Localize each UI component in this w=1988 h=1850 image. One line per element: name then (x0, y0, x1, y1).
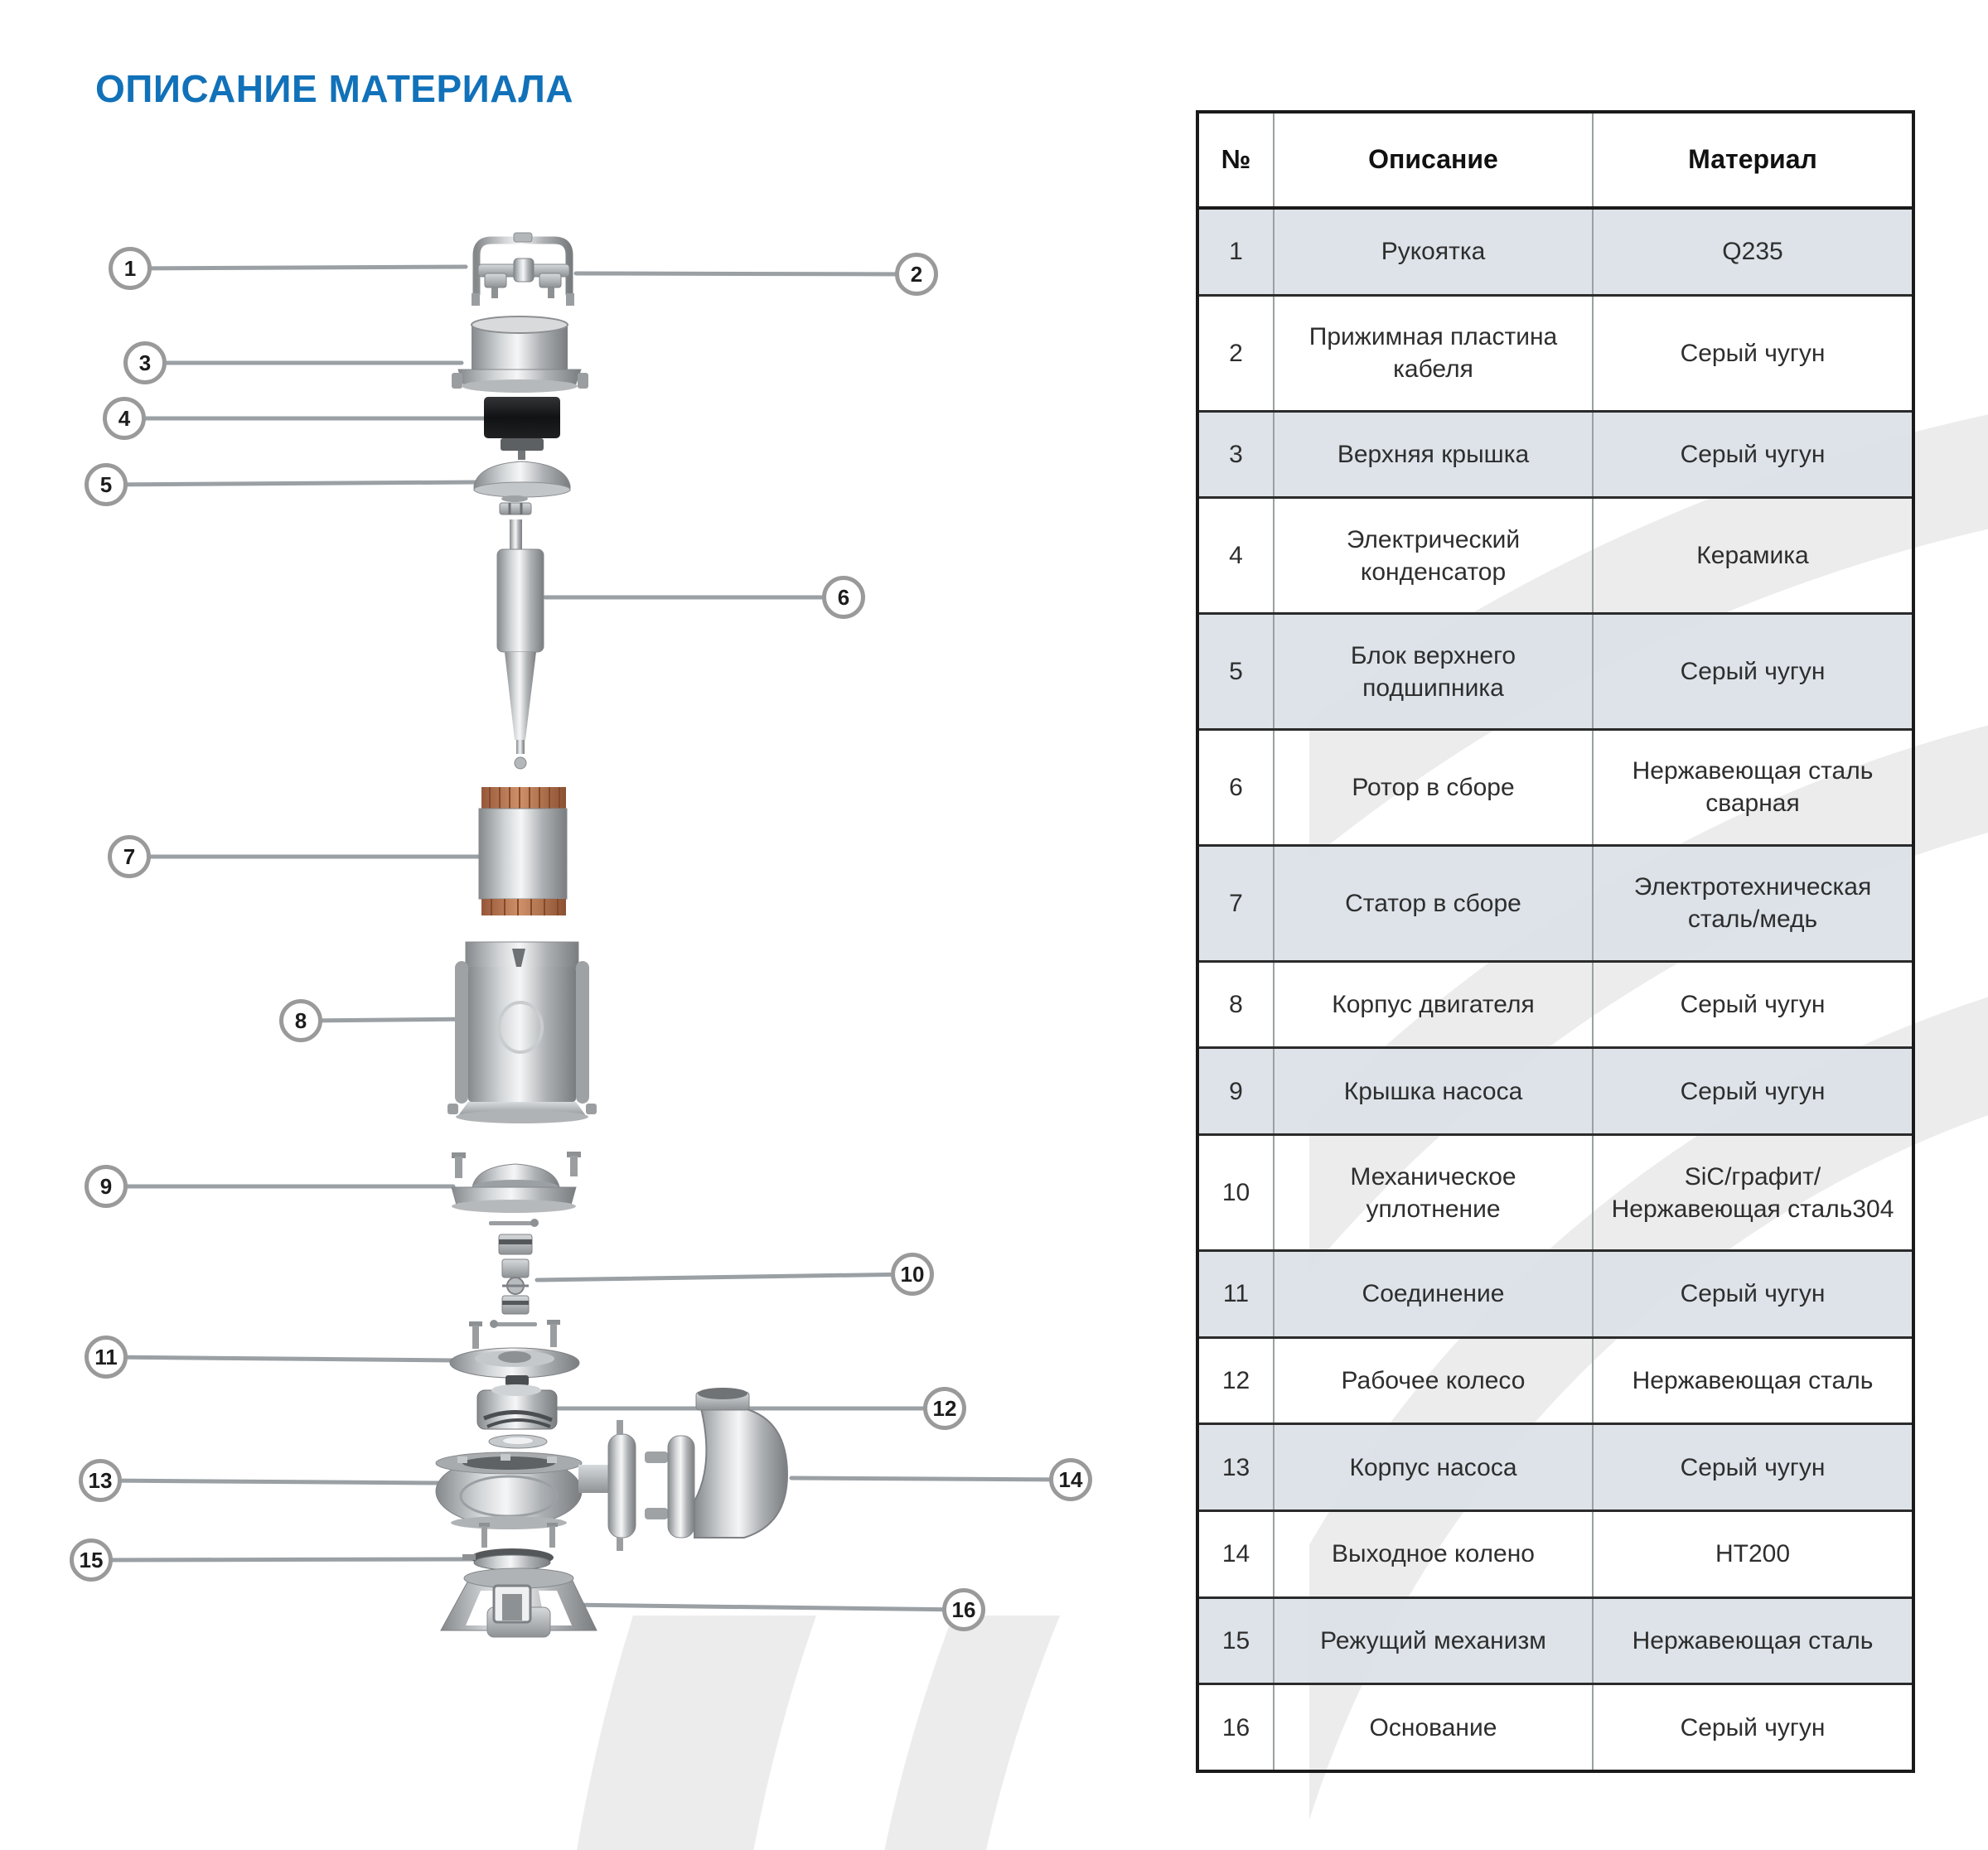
cell-number: 7 (1199, 847, 1275, 960)
cell-number: 9 (1199, 1049, 1275, 1133)
table-row (1199, 1512, 1912, 1599)
cell-description: Статор в сборе (1275, 847, 1594, 960)
cell-material: Керамика (1696, 542, 1809, 570)
cell-material: SiC/графит/ Нержавеющая сталь304 (1611, 1162, 1894, 1223)
cell-number: 3 (1199, 413, 1275, 497)
header-material: Материал (1688, 144, 1817, 175)
callout-4: 4 (103, 397, 146, 440)
header-number: № (1199, 114, 1275, 206)
cell-material: HT200 (1715, 1540, 1791, 1568)
cell-description: Корпус насоса (1275, 1425, 1594, 1509)
table-row (1199, 1685, 1912, 1770)
cell-description: Механическое уплотнение (1275, 1136, 1594, 1249)
table-row (1199, 1136, 1912, 1252)
callout-10: 10 (891, 1253, 934, 1296)
leader-line-15 (91, 1559, 476, 1560)
rotor-illustration (497, 519, 544, 769)
leader-line-10 (537, 1274, 912, 1280)
table-header (1199, 114, 1912, 210)
leader-line-1 (130, 267, 466, 268)
cell-material: Серый чугун (1680, 658, 1826, 686)
cell-description: Прижимная пластина кабеля (1275, 297, 1594, 410)
table-row (1199, 847, 1912, 963)
callout-8: 8 (279, 999, 322, 1042)
cell-material: Нержавеющая сталь сварная (1632, 757, 1874, 818)
table-row (1199, 1599, 1912, 1686)
table-row (1199, 413, 1912, 500)
material-table (1196, 110, 1915, 1773)
cell-description: Крышка насоса (1275, 1049, 1594, 1133)
callout-13: 13 (79, 1459, 122, 1502)
cell-description: Соединение (1275, 1252, 1594, 1336)
table-row (1199, 1339, 1912, 1426)
table-row (1199, 297, 1912, 413)
callout-3: 3 (123, 341, 167, 384)
top-cover-illustration (452, 316, 588, 393)
pump-body-illustration (436, 1452, 610, 1529)
cell-description: Электрический конденсатор (1275, 499, 1594, 612)
capacitor-illustration (484, 397, 560, 460)
cell-number: 15 (1199, 1599, 1275, 1683)
cell-material: Нержавеющая сталь (1632, 1626, 1874, 1654)
leader-line-2 (576, 273, 917, 274)
cell-description: Основание (1275, 1685, 1594, 1770)
callout-6: 6 (822, 576, 865, 619)
callout-5: 5 (85, 463, 128, 506)
cell-material: Серый чугун (1680, 1453, 1826, 1481)
cutter-illustration (462, 1548, 554, 1570)
callout-7: 7 (108, 835, 151, 878)
cell-number: 5 (1199, 615, 1275, 728)
table-row (1199, 1049, 1912, 1136)
callout-2: 2 (895, 253, 938, 296)
leader-line-13 (100, 1480, 439, 1483)
leader-line-11 (106, 1357, 452, 1360)
cell-material: Q235 (1722, 238, 1783, 266)
cell-material: Серый чугун (1680, 991, 1826, 1019)
cell-description: Выходное колено (1275, 1512, 1594, 1596)
callout-16: 16 (942, 1588, 985, 1631)
cell-number: 1 (1199, 210, 1275, 294)
table-row (1199, 499, 1912, 615)
cell-description: Верхняя крышка (1275, 413, 1594, 497)
cell-number: 8 (1199, 963, 1275, 1047)
coupling-illustration (450, 1320, 579, 1386)
impeller-illustration (477, 1384, 557, 1448)
callout-11: 11 (85, 1336, 128, 1379)
table-row (1199, 963, 1912, 1050)
cell-number: 11 (1199, 1252, 1275, 1336)
cell-description: Ротор в сборе (1275, 731, 1594, 844)
leader-line-14 (791, 1478, 1071, 1480)
cell-number: 13 (1199, 1425, 1275, 1509)
leader-lines (91, 267, 1071, 1610)
table-row (1199, 1425, 1912, 1512)
cell-material: Нержавеющая сталь (1632, 1366, 1874, 1394)
callout-14: 14 (1049, 1458, 1092, 1501)
table-row (1199, 1252, 1912, 1339)
motor-housing-illustration (447, 942, 597, 1123)
outlet-elbow-illustration (608, 1388, 787, 1551)
callout-15: 15 (70, 1538, 113, 1582)
cell-description: Режущий механизм (1275, 1599, 1594, 1683)
table-row (1199, 731, 1912, 847)
cell-material: Серый чугун (1680, 440, 1826, 468)
callout-1: 1 (109, 247, 152, 290)
cell-material: Серый чугун (1680, 1077, 1826, 1105)
handle-illustration (472, 233, 574, 306)
table-row (1199, 210, 1912, 297)
cell-number: 4 (1199, 499, 1275, 612)
cell-description: Рабочее колесо (1275, 1339, 1594, 1423)
bearing-block-illustration (474, 461, 570, 514)
header-description: Описание (1275, 114, 1594, 206)
callout-9: 9 (85, 1165, 128, 1208)
cell-description: Корпус двигателя (1275, 963, 1594, 1047)
pump-cover-illustration (452, 1152, 581, 1213)
callout-12: 12 (923, 1387, 966, 1430)
stator-illustration (479, 787, 567, 915)
cell-number: 12 (1199, 1339, 1275, 1423)
cell-material: Электротехническая сталь/медь (1633, 873, 1872, 934)
mechanical-seal-illustration (489, 1219, 539, 1328)
leader-line-5 (106, 482, 476, 485)
leader-line-8 (301, 1019, 474, 1021)
cell-number: 14 (1199, 1512, 1275, 1596)
table-row (1199, 615, 1912, 731)
cell-number: 6 (1199, 731, 1275, 844)
cell-material: Серый чугун (1680, 1280, 1826, 1308)
cell-number: 16 (1199, 1685, 1275, 1770)
cell-number: 10 (1199, 1136, 1275, 1249)
cell-number: 2 (1199, 297, 1275, 410)
cell-description: Блок верхнего подшипника (1275, 615, 1594, 728)
cell-description: Рукоятка (1275, 210, 1594, 294)
cell-material: Серый чугун (1680, 1713, 1826, 1741)
base-illustration (441, 1568, 597, 1637)
cell-material: Серый чугун (1680, 339, 1826, 367)
table-body (1199, 210, 1912, 1770)
leader-line-16 (568, 1605, 964, 1610)
page-title: ОПИСАНИЕ МАТЕРИАЛА (95, 67, 573, 110)
